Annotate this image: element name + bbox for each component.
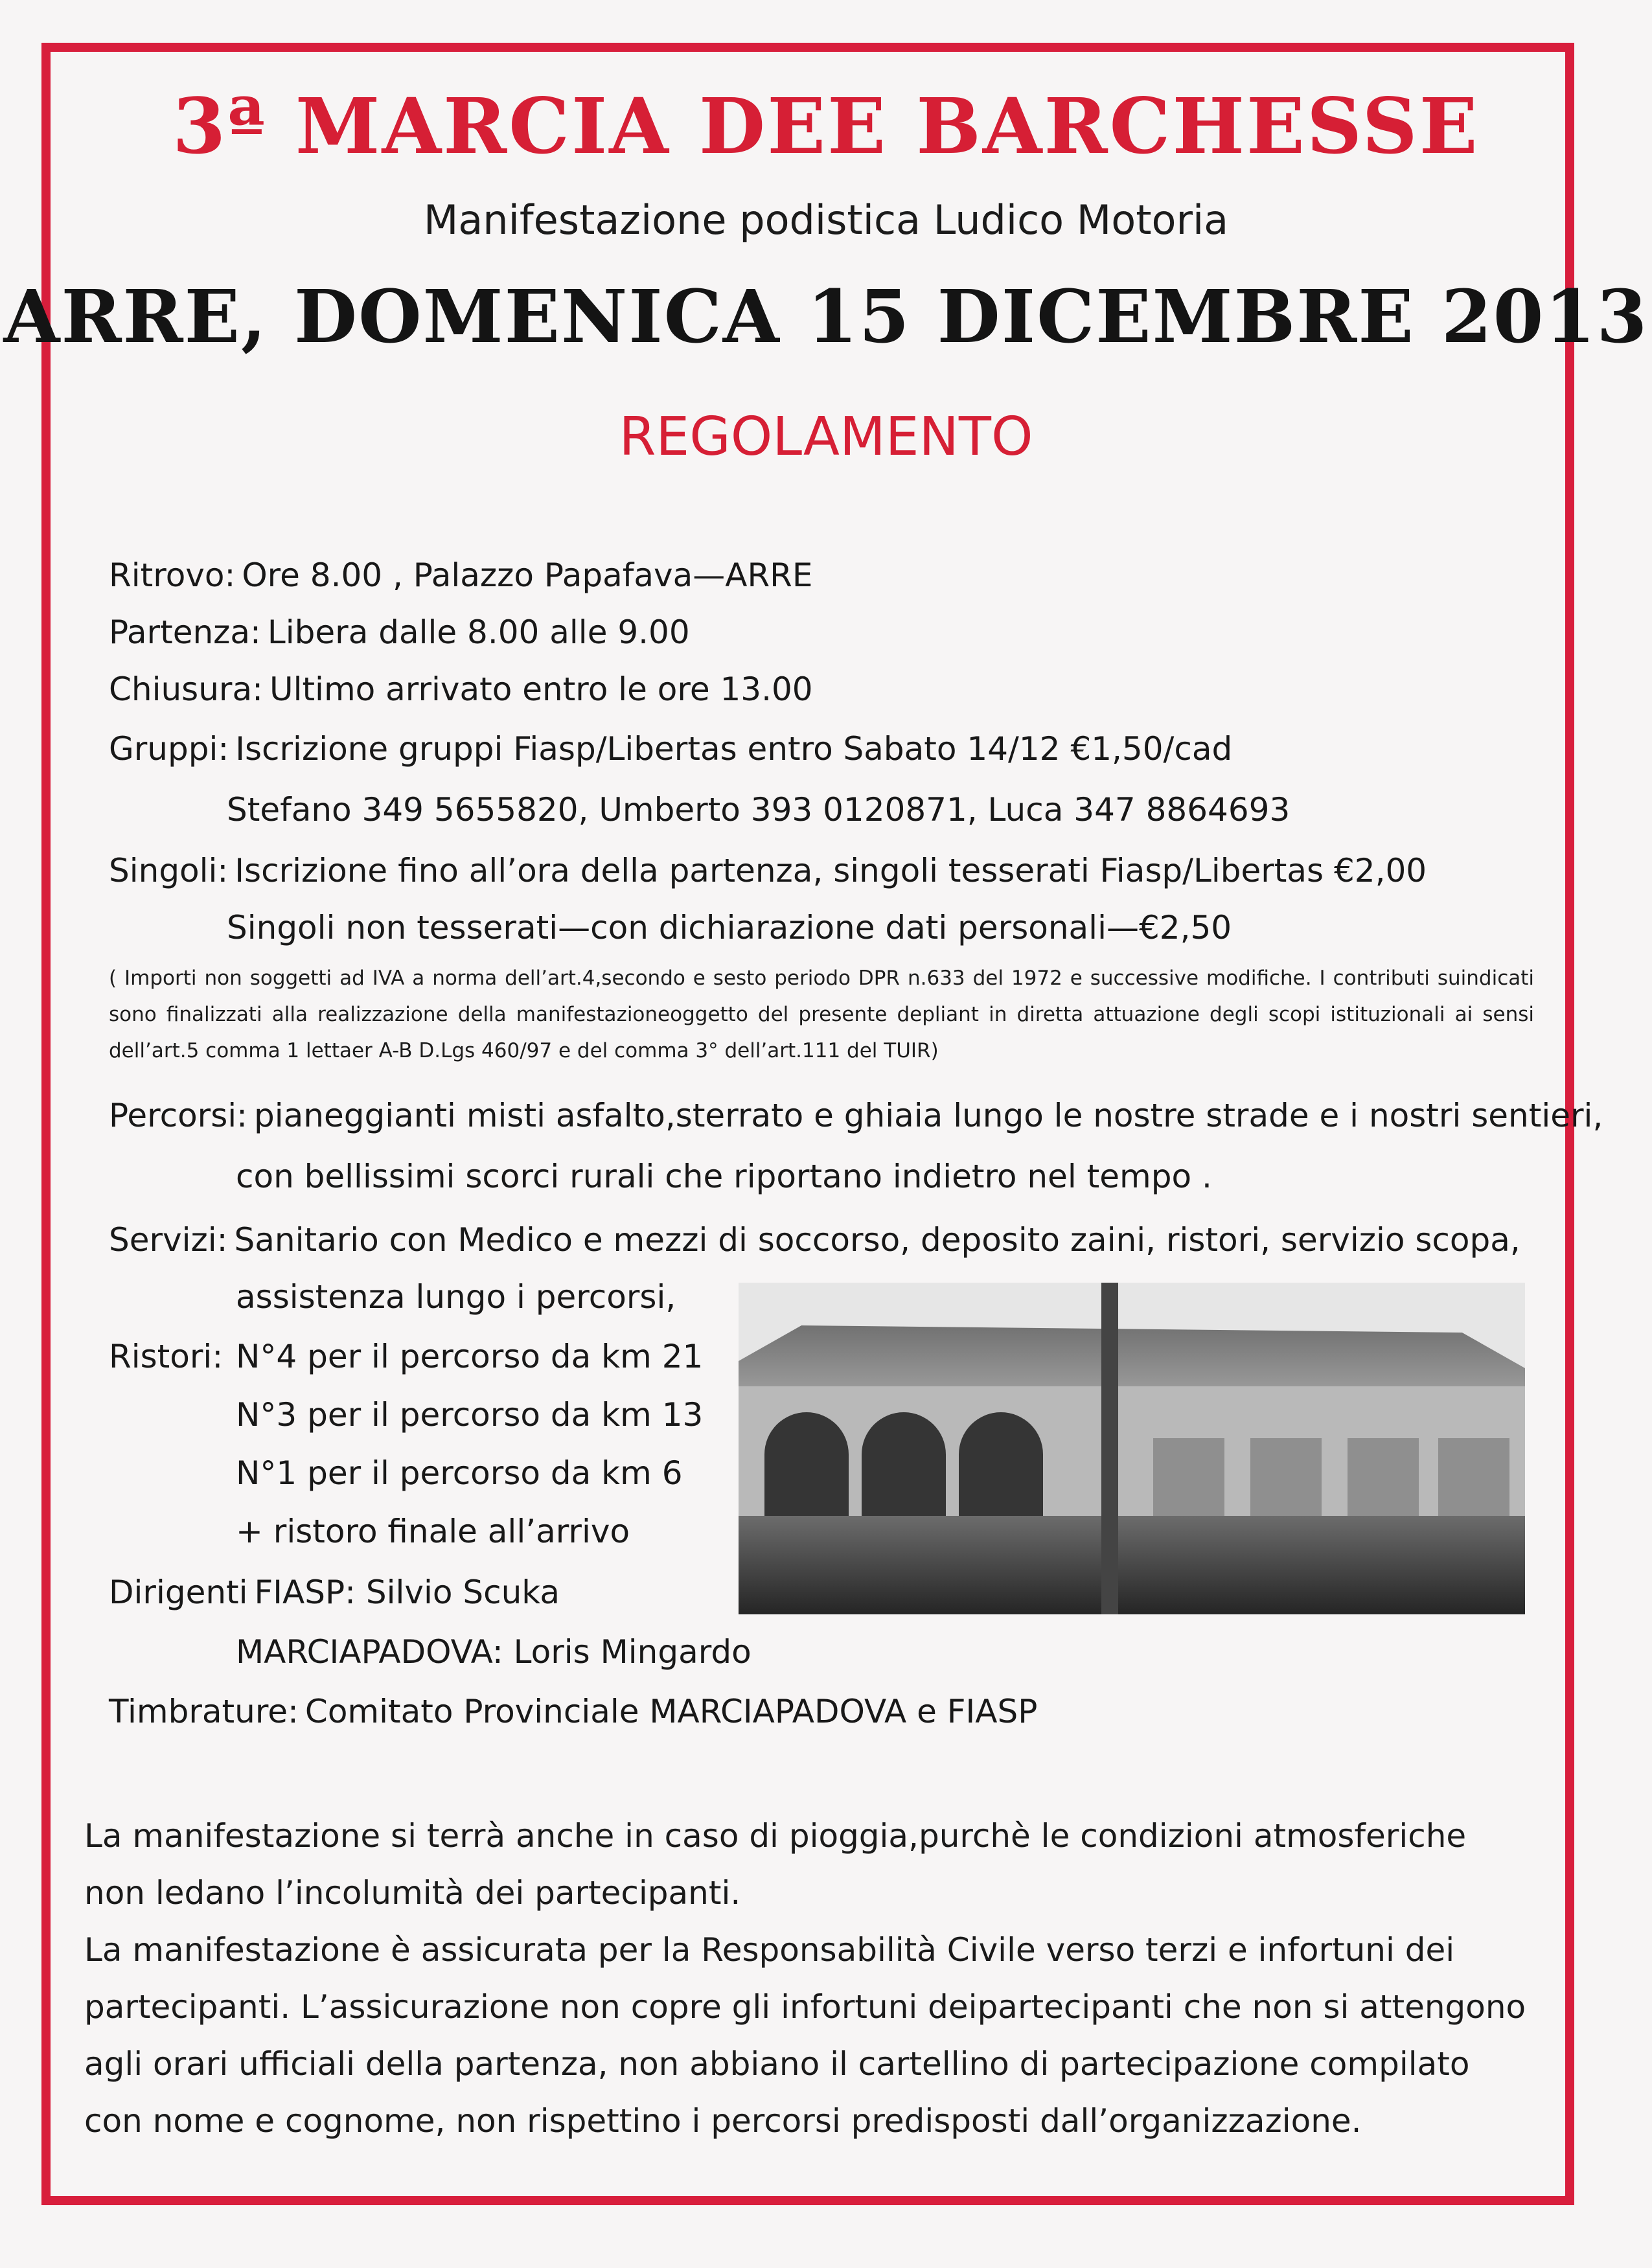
ristori-item: N°4 per il percorso da km 21 bbox=[236, 1338, 704, 1375]
rule-label: Chiusura: bbox=[109, 670, 263, 708]
rule-label: Singoli: bbox=[109, 852, 229, 889]
rule-label: Gruppi: bbox=[109, 730, 229, 768]
rule-value: Comitato Provinciale MARCIAPADOVA e FIASP bbox=[304, 1693, 1038, 1730]
rule-label: Servizi: bbox=[109, 1221, 228, 1259]
rule-value: Ultimo arrivato entro le ore 13.00 bbox=[269, 670, 813, 708]
rule-singoli-2: Singoli non tesserati—con dichiarazione dati personali—€2,50 bbox=[227, 909, 1232, 946]
tax-note: ( Importi non soggetti ad IVA a norma dell’art.4,secondo e sesto periodo DPR n.633 del 1972 e successive modifiche. I contributi suindicati sono finalizzati alla realizzazione della manifestazioneoggetto del presente depliant in diretta attuazione degli scopi istituzionali ai sensi dell’art.5 comma 1 lettaer A-B D.Lgs 460/97 e del comma 3° dell’art.111 del TUIR) bbox=[109, 967, 1534, 1062]
rule-value: pianeggianti misti asfalto,sterrato e ghiaia lungo le nostre strade e i nostri sentieri, bbox=[254, 1097, 1603, 1134]
ristori-item: N°1 per il percorso da km 6 bbox=[236, 1454, 683, 1492]
rule-label: Ritrovo: bbox=[109, 556, 236, 594]
event-subtitle: Manifestazione podistica Ludico Motoria bbox=[423, 196, 1229, 244]
barchesse-photo bbox=[739, 1283, 1525, 1614]
closing-paragraph-insurance: La manifestazione è assicurata per la Responsabilità Civile verso terzi e infortuni dei partecipanti. L’assicurazione non copre gli infortuni deipartecipanti che non si attengono agli orari ufficiali della partenza, non abbiano il cartellino di partecipazione compilato con nome e cognome, non rispettino i percorsi predisposti dall’organizzazione. bbox=[84, 1931, 1526, 2140]
rule-ristori bbox=[109, 1336, 229, 1377]
rule-chiusura bbox=[109, 669, 813, 710]
rule-value: Libera dalle 8.00 alle 9.00 bbox=[267, 613, 690, 651]
ristori-item: + ristoro finale all’arrivo bbox=[236, 1513, 630, 1550]
rule-label: Partenza: bbox=[109, 613, 261, 651]
section-title: REGOLAMENTO bbox=[619, 406, 1033, 468]
rule-label: Dirigenti bbox=[109, 1574, 248, 1611]
rule-label: Ristori: bbox=[109, 1338, 224, 1375]
rule-label: Timbrature: bbox=[109, 1693, 299, 1730]
rule-dirigenti bbox=[109, 1572, 560, 1613]
ristori-item: N°3 per il percorso da km 13 bbox=[236, 1396, 704, 1434]
rule-value: Iscrizione gruppi Fiasp/Libertas entro Sabato 14/12 €1,50/cad bbox=[235, 730, 1233, 768]
rule-ritrovo bbox=[109, 555, 813, 596]
rule-percorsi bbox=[109, 1095, 1603, 1136]
rule-timbrature bbox=[109, 1691, 1037, 1732]
rule-servizi bbox=[109, 1219, 1520, 1261]
rule-gruppi-contacts: Stefano 349 5655820, Umberto 393 0120871, Luca 347 8864693 bbox=[227, 791, 1291, 829]
closing-paragraph-rain: La manifestazione si terrà anche in caso di pioggia,purchè le condizioni atmosferiche non ledano l’incolumità dei partecipanti. bbox=[84, 1817, 1467, 1912]
rule-value: FIASP: Silvio Scuka bbox=[254, 1574, 560, 1611]
rule-partenza bbox=[109, 612, 690, 653]
rule-value: Sanitario con Medico e mezzi di soccorso, deposito zaini, ristori, servizio scopa, bbox=[234, 1221, 1520, 1259]
rule-percorsi-2: con bellissimi scorci rurali che riportano indietro nel tempo . bbox=[236, 1158, 1212, 1195]
rule-value: Iscrizione fino all’ora della partenza, singoli tesserati Fiasp/Libertas €2,00 bbox=[235, 852, 1427, 889]
rule-gruppi bbox=[109, 728, 1232, 770]
rule-label: Percorsi: bbox=[109, 1097, 248, 1134]
event-title: 3ª MARCIA DEE BARCHESSE bbox=[172, 81, 1480, 171]
rule-value: Ore 8.00 , Palazzo Papafava—ARRE bbox=[242, 556, 813, 594]
event-date: ARRE, DOMENICA 15 DICEMBRE 2013 bbox=[3, 275, 1649, 360]
rule-dirigenti-2: MARCIAPADOVA: Loris Mingardo bbox=[236, 1633, 751, 1671]
rule-servizi-2: assistenza lungo i percorsi, bbox=[236, 1278, 676, 1316]
rule-singoli bbox=[109, 850, 1427, 891]
